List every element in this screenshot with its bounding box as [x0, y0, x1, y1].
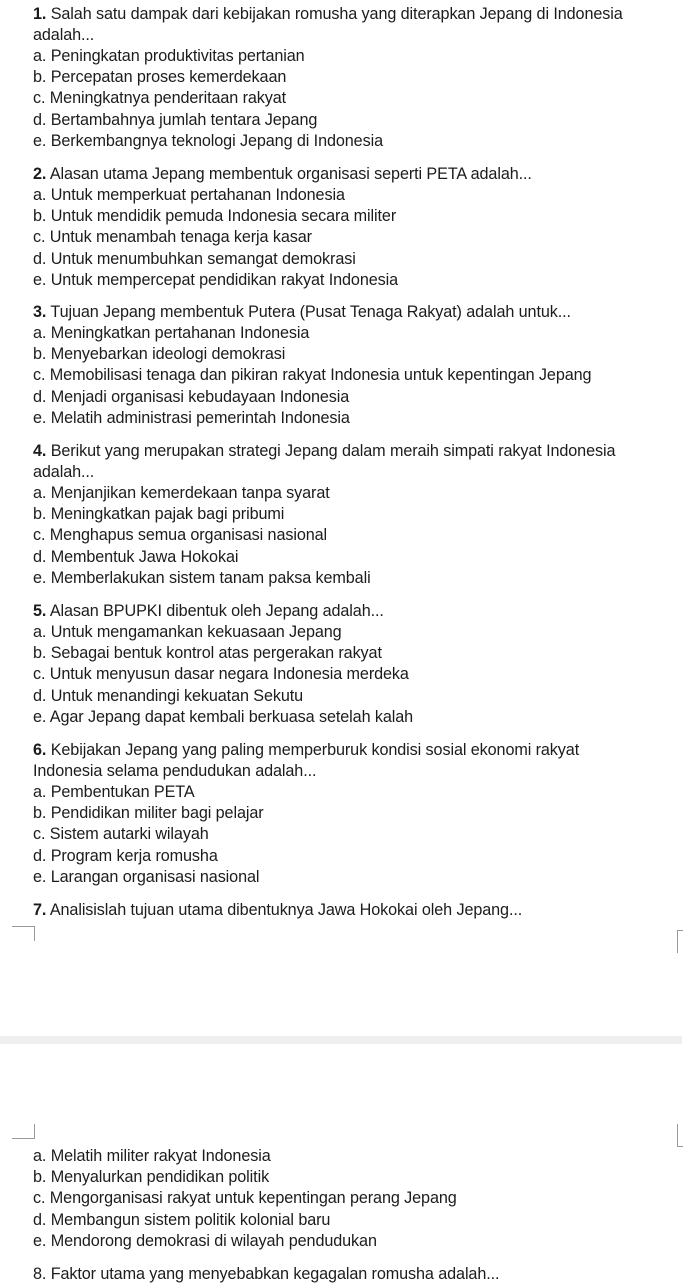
option-a: a. Meningkatkan pertahanan Indonesia	[33, 324, 310, 342]
page-corner-top-left	[12, 926, 35, 941]
page-break-divider	[0, 1036, 682, 1044]
question-1	[0, 4, 682, 152]
page-corner-bottom-right	[677, 1124, 683, 1147]
question-7-options	[0, 1146, 682, 1252]
option-a: a. Peningkatan produktivitas pertanian	[33, 47, 305, 65]
option-d: d. Menjadi organisasi kebudayaan Indonesia	[33, 387, 350, 406]
option-c: c. Memobilisasi tenaga dan pikiran rakyat Indonesia untuk kepentingan Jepang	[33, 366, 592, 385]
option-d: d. Membentuk Jawa Hokokai	[33, 547, 239, 566]
question-text-line2: adalah...	[33, 26, 95, 44]
option-b: b. Menyebarkan ideologi demokrasi	[33, 345, 286, 364]
option-b: b. Untuk mendidik pemuda Indonesia secara militer	[33, 207, 397, 226]
page-corner-bottom-left	[12, 1124, 35, 1139]
question-text: 5. Alasan BPUPKI dibentuk oleh Jepang adalah...	[33, 602, 384, 620]
option-e: e. Melatih administrasi pemerintah Indonesia	[33, 408, 350, 427]
question-number: 2.	[33, 165, 47, 183]
cut-off-next-question: 8. Faktor utama yang menyebabkan kegagalan romusha adalah...	[33, 1265, 500, 1283]
question-number: 3.	[33, 303, 47, 321]
question-7	[0, 900, 682, 921]
option-a: a. Pembentukan PETA	[33, 783, 195, 801]
page-corner-top-right	[677, 930, 683, 953]
question-number: 7.	[33, 901, 47, 919]
option-c: c. Mengorganisasi rakyat untuk kepentingan perang Jepang	[33, 1189, 457, 1208]
option-a: a. Untuk mengamankan kekuasaan Jepang	[33, 623, 342, 641]
option-e: e. Larangan organisasi nasional	[33, 867, 260, 886]
option-a: a. Melatih militer rakyat Indonesia	[33, 1147, 271, 1165]
question-3	[0, 302, 682, 429]
option-c: c. Menghapus semua organisasi nasional	[33, 526, 328, 545]
option-c: c. Untuk menambah tenaga kerja kasar	[33, 228, 312, 247]
question-text: 6. Kebijakan Jepang yang paling memperburuk kondisi sosial ekonomi rakyat	[33, 741, 580, 759]
option-d: d. Membangun sistem politik kolonial baru	[33, 1210, 331, 1229]
option-d: d. Untuk menandingi kekuatan Sekutu	[33, 686, 304, 705]
option-e: e. Agar Jepang dapat kembali berkuasa setelah kalah	[33, 707, 414, 726]
question-text-line2: adalah...	[33, 463, 95, 481]
question-number: 5.	[33, 602, 47, 620]
question-4	[0, 441, 682, 589]
option-e: e. Berkembangnya teknologi Jepang di Indonesia	[33, 131, 383, 150]
option-a: a. Untuk memperkuat pertahanan Indonesia	[33, 186, 345, 204]
question-text: 7. Analisislah tujuan utama dibentuknya Jawa Hokokai oleh Jepang...	[33, 901, 523, 919]
option-e: e. Untuk mempercepat pendidikan rakyat Indonesia	[33, 270, 399, 289]
question-2	[0, 164, 682, 291]
question-number: 6.	[33, 741, 47, 759]
question-text: 1. Salah satu dampak dari kebijakan romusha yang diterapkan Jepang di Indonesia	[33, 5, 623, 23]
option-b: b. Meningkatkan pajak bagi pribumi	[33, 505, 285, 524]
option-d: d. Bertambahnya jumlah tentara Jepang	[33, 110, 318, 129]
option-d: d. Program kerja romusha	[33, 846, 218, 865]
option-b: b. Sebagai bentuk kontrol atas pergerakan rakyat	[33, 644, 382, 663]
option-c: c. Meningkatnya penderitaan rakyat	[33, 89, 287, 108]
question-text: 3. Tujuan Jepang membentuk Putera (Pusat Tenaga Rakyat) adalah untuk...	[33, 303, 571, 321]
question-text: 2. Alasan utama Jepang membentuk organisasi seperti PETA adalah...	[33, 165, 532, 183]
question-text-line2: Indonesia selama pendudukan adalah...	[33, 762, 317, 780]
question-text: 4. Berikut yang merupakan strategi Jepang dalam meraih simpati rakyat Indonesia	[33, 442, 616, 460]
question-6	[0, 740, 682, 888]
option-a: a. Menjanjikan kemerdekaan tanpa syarat	[33, 484, 330, 502]
option-e: e. Memberlakukan sistem tanam paksa kembali	[33, 568, 371, 587]
question-number: 1.	[33, 5, 47, 23]
option-c: c. Sistem autarki wilayah	[33, 825, 209, 844]
option-e: e. Mendorong demokrasi di wilayah pendudukan	[33, 1231, 377, 1250]
option-d: d. Untuk menumbuhkan semangat demokrasi	[33, 249, 356, 268]
option-b: b. Pendidikan militer bagi pelajar	[33, 804, 264, 823]
option-b: b. Percepatan proses kemerdekaan	[33, 68, 287, 87]
option-b: b. Menyalurkan pendidikan politik	[33, 1168, 270, 1187]
question-number: 4.	[33, 442, 47, 460]
question-5	[0, 601, 682, 728]
option-c: c. Untuk menyusun dasar negara Indonesia merdeka	[33, 665, 409, 684]
